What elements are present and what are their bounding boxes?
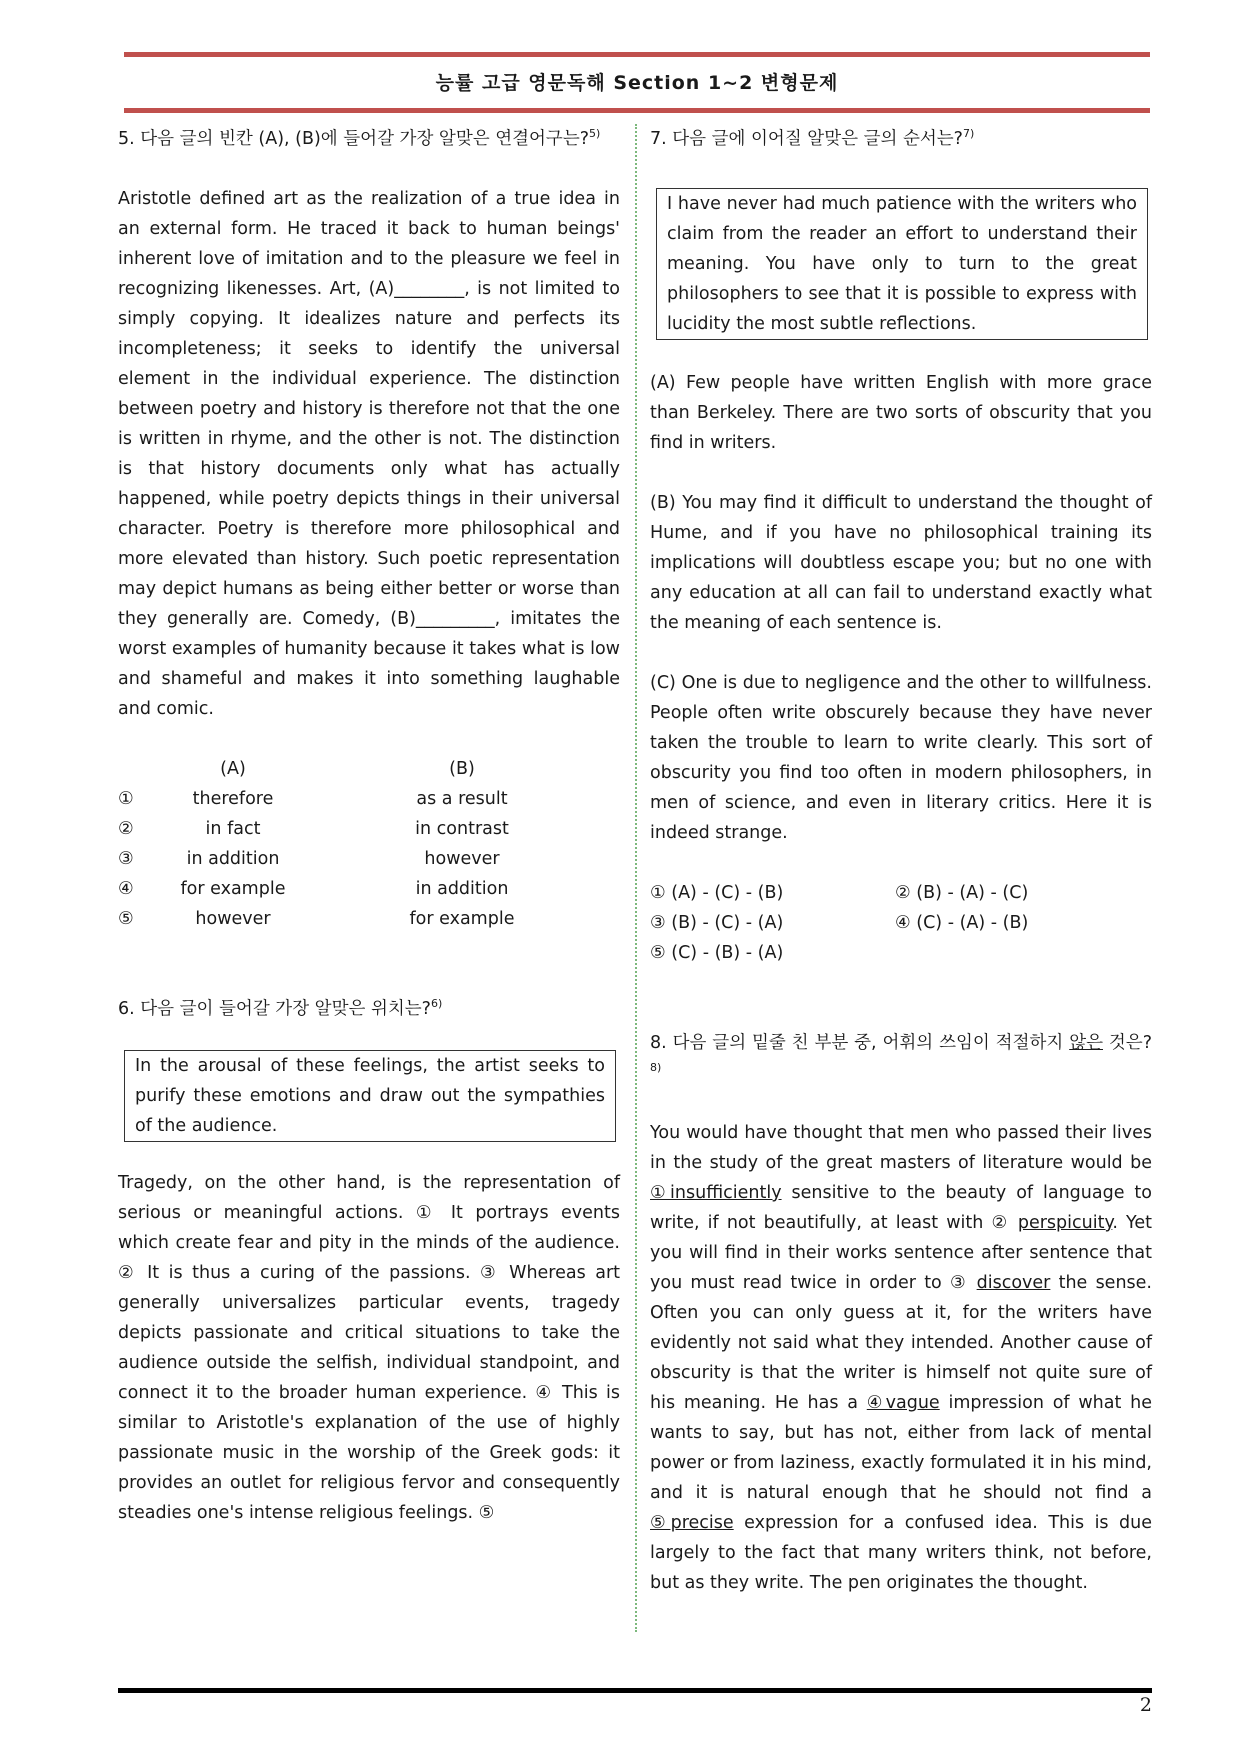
q7-option[interactable]: ④ (C) - (A) - (B) [895, 913, 1029, 933]
q7-options [650, 878, 1152, 968]
q8-text: the sense. Often you can only guess at it, for the writers have evidently not said what they intended. Another cause of obscurity is that the writer is himself not quite sure of his meaning. He has a [650, 1273, 1152, 1413]
q5-option[interactable] [118, 784, 620, 814]
footer-rule [118, 1688, 1152, 1693]
q7-title-text: 다음 글에 이어질 알맞은 글의 순서는? [672, 129, 963, 149]
q5-option[interactable] [118, 904, 620, 934]
q8-footnote: 8) [650, 1061, 662, 1075]
page-number: 2 [1139, 1694, 1152, 1716]
header-bottom-rule [124, 108, 1150, 113]
option-b: in addition [415, 879, 509, 899]
q8-number: 8. [650, 1033, 667, 1053]
q7-paragraph-c: (C) One is due to negligence and the other to willfulness. People often write obscurely because they have never taken the trouble to learn to write clearly. This sort of obscurity you find too often in modern philosophers, in men of science, and even in literary critics. Here it is indeed strange. [650, 673, 1152, 843]
option-a: in fact [205, 819, 261, 839]
header-top-rule [124, 52, 1150, 57]
q6-number: 6. [118, 999, 135, 1019]
q6-footnote: 6) [430, 997, 443, 1011]
q8-title-underlined: 않은 [1069, 1033, 1103, 1053]
q5-col-a-label: (A) [220, 759, 246, 779]
option-number: ② [118, 819, 134, 839]
q5-footnote: 5) [589, 127, 601, 141]
q5-col-b-label: (B) [449, 759, 475, 779]
q8-title-text: 다음 글의 밑줄 친 부분 중, 어휘의 쓰임이 적절하지 [672, 1033, 1070, 1053]
q7-number: 7. [650, 129, 667, 149]
q8-text: expression for a confused idea. This is due largely to the fact that many writers think, not before, but as they write. The pen originates the thought. [650, 1513, 1152, 1593]
left-column [118, 124, 620, 1528]
q7-option[interactable]: ② (B) - (A) - (C) [895, 883, 1029, 903]
q7-title [650, 124, 1152, 154]
q5-title-text: 다음 글의 빈칸 (A), (B)에 들어갈 가장 알맞은 연결어구는? [140, 129, 590, 149]
page-title: 능률 고급 영문독해 Section 1~2 변형문제 [435, 72, 839, 94]
q8-underlined-3: discover [976, 1273, 1051, 1293]
option-a: in addition [186, 849, 280, 869]
q8-underlined-5: ⑤precise [650, 1513, 734, 1533]
column-divider [635, 124, 637, 1632]
q5-number: 5. [118, 129, 135, 149]
q8-title [650, 1028, 1152, 1088]
option-a: however [195, 909, 271, 929]
q5-passage: Aristotle defined art as the realization of a true idea in an external form. He traced it back to human beings' inherent love of imitation and to the pleasure we feel in recognizing likenesses. Art, (A)________, is not limited to simply copying. It idealizes nature and perfects its incompleteness; it seeks to identify the universal element in the individual experience. The distinction between poetry and history is therefore not that the one is written in rhyme, and the other is not. The distinction is that history documents only what has actually happened, while poetry depicts things in their universal character. Poetry is therefore more philosophical and more elevated than history. Such poetic representation may depict humans as being either better or worse than they generally are. Comedy, (B)_________, imitates the worst examples of humanity because it takes what is low and shameful and makes it into something laughable and comic. [118, 189, 620, 719]
q7-given-passage-box: I have never had much patience with the writers who claim from the reader an effort to understand their meaning. You have only to turn to the great philosophers to see that it is possible to express with lucidity the most subtle reflections. [656, 188, 1148, 340]
q6-given-sentence-box: In the arousal of these feelings, the artist seeks to purify these emotions and draw out the sympathies of the audience. [124, 1050, 616, 1142]
q5-option[interactable] [118, 814, 620, 844]
option-a: for example [180, 879, 286, 899]
question-6 [118, 994, 620, 1528]
option-b: for example [409, 909, 515, 929]
option-number: ③ [118, 849, 134, 869]
q8-underlined-1: ①insufficiently [650, 1183, 782, 1203]
option-number: ① [118, 789, 134, 809]
q8-passage [650, 1118, 1152, 1598]
q5-title [118, 124, 620, 154]
q6-title [118, 994, 620, 1024]
q8-title-end: 것은? [1103, 1033, 1152, 1053]
q6-title-text: 다음 글이 들어갈 가장 알맞은 위치는? [140, 999, 431, 1019]
question-5 [118, 124, 620, 934]
q8-text: impression of what he wants to say, but has not, either from lack of mental power or from laziness, exactly formulated it in his mind, and it is natural enough that he should not find a [650, 1393, 1152, 1503]
q8-text: sensitive to the beauty of language to write, if not beautifully, at least with ② [650, 1183, 1152, 1233]
question-8 [650, 1028, 1152, 1598]
q8-underlined-2: perspicuity [1017, 1213, 1113, 1233]
q5-option-header [118, 754, 620, 784]
option-number: ④ [118, 879, 134, 899]
q8-text: You would have thought that men who passed their lives in the study of the great masters of literature would be [650, 1123, 1152, 1173]
q7-paragraph-a: (A) Few people have written English with more grace than Berkeley. There are two sorts of obscurity that you find in writers. [650, 373, 1152, 453]
q5-option[interactable] [118, 844, 620, 874]
option-number: ⑤ [118, 909, 134, 929]
q8-text: . Yet you will find in their works sentence after sentence that you must read twice in order to ③ [650, 1213, 1152, 1293]
q7-footnote: 7) [962, 127, 975, 141]
option-b: in contrast [415, 819, 509, 839]
q7-paragraph-b: (B) You may find it difficult to understand the thought of Hume, and if you have no philosophical training its implications will doubtless escape you; but no one with any education at all can fail to understand exactly what the meaning of each sentence is. [650, 493, 1152, 633]
question-7 [650, 124, 1152, 968]
option-b: however [424, 849, 500, 869]
q7-option[interactable]: ① (A) - (C) - (B) [650, 883, 784, 903]
q8-underlined-4: ④vague [866, 1393, 940, 1413]
q6-passage: Tragedy, on the other hand, is the representation of serious or meaningful actions. ① It portrays events which create fear and pity in the minds of the audience. ② It is thus a curing of the passions. ③ Whereas art generally universalizes particular events, tragedy depicts passionate and critical situations to take the audience outside the selfish, individual standpoint, and connect it to the broader human experience. ④ This is similar to Aristotle's explanation of the use of highly passionate music in the worship of the Greek gods: it provides an outlet for religious fervor and consequently steadies one's intense religious feelings. ⑤ [118, 1173, 620, 1523]
right-column [650, 124, 1152, 1598]
q7-option[interactable]: ③ (B) - (C) - (A) [650, 913, 784, 933]
option-b: as a result [416, 789, 508, 809]
q5-option[interactable] [118, 874, 620, 904]
option-a: therefore [192, 789, 274, 809]
q7-option[interactable]: ⑤ (C) - (B) - (A) [650, 943, 784, 963]
